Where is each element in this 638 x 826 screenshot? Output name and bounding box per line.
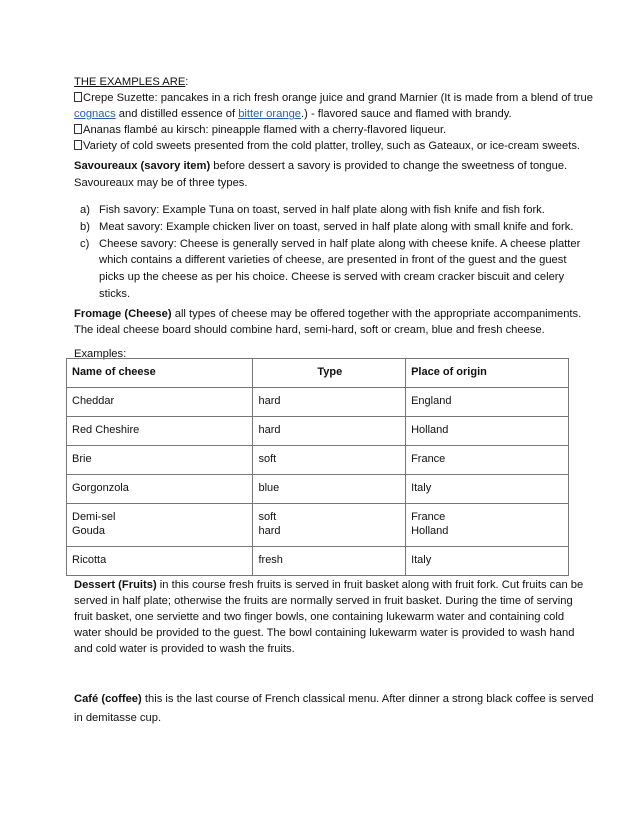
- column-header-name: Name of cheese: [67, 359, 253, 388]
- missing-glyph-icon: [74, 92, 82, 102]
- cafe-title: Café (coffee): [74, 693, 142, 705]
- example-cold-sweets: Variety of cold sweets presented from the cold platter, trolley, such as Gateaux, or ice-cream sweets.: [74, 138, 574, 154]
- dessert-section: Dessert (Fruits) in this course fresh fruits is served in fruit basket along with fruit fork. Cut fruits can be served in half plate; otherwise the fruits are normally served in fruit basket. During the time of serving fruit basket, one serviette and two finger bowls, one containing lukewarm water and containing cold water should be provided to the guest. The bowl containing lukewarm water is provided to wash hand and cold water is provided to wash the fruits.: [74, 579, 584, 655]
- missing-glyph-icon: [74, 124, 82, 134]
- savoury-section: Savoureaux (savory item) before dessert a savory is provided to change the sweetness of tongue. Savoureaux may be of three types.: [74, 160, 568, 189]
- examples-label: Examples:: [74, 348, 127, 360]
- table-header-row: [67, 359, 569, 388]
- table-row: Red Cheshire hard Holland: [67, 417, 569, 446]
- list-item: b) Meat savory: Example chicken liver on toast, served in half plate along with small knife and fork.: [80, 220, 574, 233]
- examples-section: [74, 74, 593, 154]
- fromage-title: Fromage (Cheese): [74, 308, 172, 320]
- table-row: Gorgonzola blue Italy: [67, 475, 569, 504]
- cheese-table: [66, 358, 569, 576]
- table-row: Ricotta fresh Italy: [67, 547, 569, 576]
- example-crepe-suzette: Crepe Suzette: pancakes in a rich fresh orange juice and grand Marnier (It is made from a blend of true: [74, 90, 574, 106]
- column-header-type: Type: [253, 359, 406, 388]
- examples-heading: THE EXAMPLES ARE: [74, 76, 186, 88]
- cafe-section: Café (coffee) this is the last course of French classical menu. After dinner a strong black coffee is served in demitasse cup.: [74, 693, 594, 724]
- table-row: Brie soft France: [67, 446, 569, 475]
- dessert-title: Dessert (Fruits): [74, 579, 157, 591]
- cognacs-link[interactable]: cognacs: [74, 108, 116, 120]
- bitter-orange-link[interactable]: bitter orange: [238, 108, 302, 120]
- example-crepe-suzette-cont: cognacs and distilled essence of bitter orange.) - flavored sauce and flamed with brandy.: [74, 108, 512, 120]
- example-ananas-flambe: Ananas flambé au kirsch: pineapple flamed with a cherry-flavored liqueur.: [74, 122, 574, 138]
- column-header-origin: Place of origin: [406, 359, 569, 388]
- list-item: a) Fish savory: Example Tuna on toast, served in half plate along with fish knife and fish fork.: [80, 204, 545, 216]
- savoury-types-list: [74, 202, 581, 303]
- examples-heading-line: THE EXAMPLES ARE:: [74, 76, 189, 88]
- fromage-section: Fromage (Cheese) all types of cheese may be offered together with the appropriate accompaniments. The ideal cheese board should combine hard, semi-hard, soft or cream, blue and fresh cheese.: [74, 308, 582, 336]
- missing-glyph-icon: [74, 140, 82, 150]
- table-row: Demi-sel Gouda soft hard France Holland: [67, 504, 569, 547]
- table-row: Cheddar hard England: [67, 388, 569, 417]
- list-item: c) Cheese savory: Cheese is generally served in half plate along with cheese knife. A cheese platter which contains a different varieties of cheese, are presented in front of the guest and the guest picks up the cheese as per his choice. Cheese is served with cream cracker biscuit and celery sticks.: [80, 237, 581, 300]
- savoury-title: Savoureaux (savory item): [74, 160, 211, 172]
